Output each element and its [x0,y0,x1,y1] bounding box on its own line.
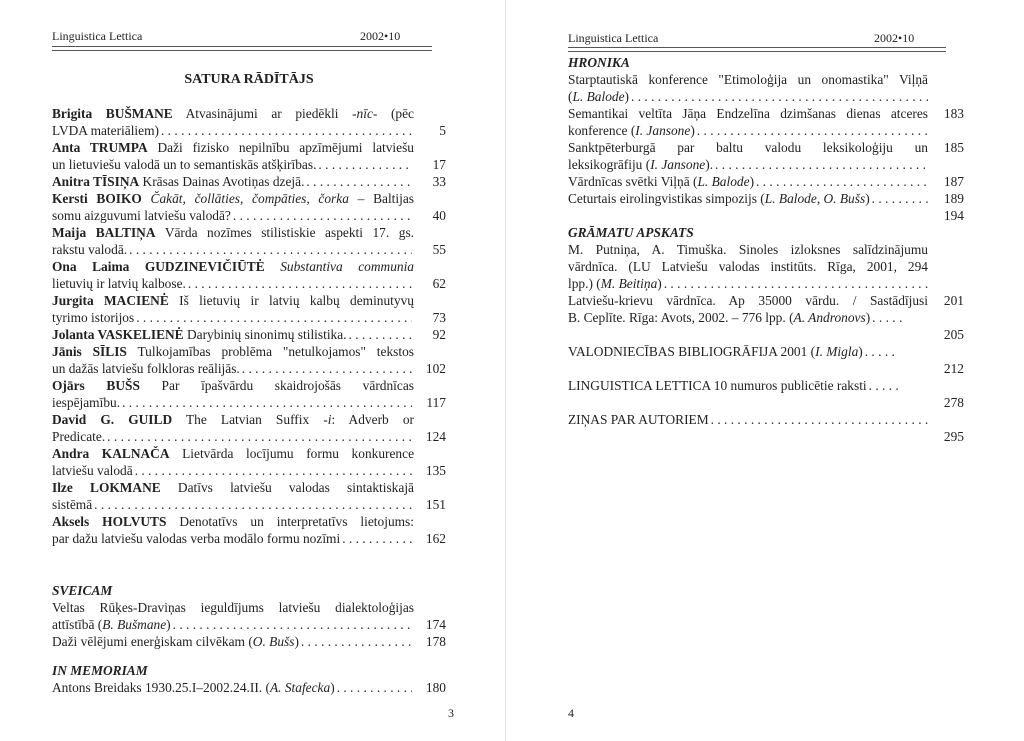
page-ref: 162 [425,531,446,546]
toc-line[interactable] [568,173,964,190]
dot-leader [316,156,412,173]
entry-line-text [568,122,695,139]
page-ref: 189 [943,191,964,206]
entry-text [142,191,151,206]
entry-text: sistēmā [52,497,93,512]
entry-line [52,173,446,190]
italic-text: A. Andronovs [793,310,866,325]
entry-line-text [568,258,928,275]
entry-line-text [568,377,867,394]
entry-text: Antons Breidaks 1930.25.I–2002.24.II. ( [52,680,270,695]
entry-line-text [568,156,713,173]
italic-text: I. Migla [815,344,859,359]
entry-text: iespējamību. [52,395,121,410]
toc-line[interactable] [568,360,964,377]
header-rule [568,47,946,52]
page-ref: 187 [943,174,964,189]
italic-text: B. Bušmane [102,617,167,632]
toc-line[interactable] [568,309,964,326]
dot-leader [867,377,901,394]
dot-leader [662,275,928,292]
page-title: SATURA RĀDĪTĀJS [184,72,314,87]
entry-line [52,122,446,139]
entry-line [52,599,446,616]
entry-line [52,275,446,292]
entry-text: Lietvārda locījumu formu konkurence [169,446,414,461]
italic-text: L. Balode, O. Bušs [764,191,866,206]
entry-line [52,394,446,411]
entry-line-text [52,343,414,360]
entry-text: Predicate. [52,429,106,444]
page-left [0,0,506,741]
entry-line [52,633,446,650]
entry-line-text [568,173,754,190]
toc-line[interactable] [568,88,964,105]
toc-entry[interactable] [52,411,446,445]
toc-continued [568,54,964,445]
toc-entry[interactable] [52,513,446,547]
entry-text: ) [330,680,335,695]
entry-line-text [52,679,335,696]
toc-line[interactable] [568,258,964,275]
entry-line-text [52,377,414,394]
toc-line[interactable] [568,292,964,309]
dot-leader [105,428,412,445]
entry-text: Latviešu-krievu vārdnīca. Ap 35000 vārdu. / Sastādījusi [568,293,928,308]
entry-text: ) [690,123,695,138]
entry-line-text [52,479,414,496]
section-heading: SVEICAM [52,583,113,598]
toc-line[interactable] [568,241,964,258]
entry-line-text [52,599,414,616]
entry-text: Veltas Rūķes-Draviņas ieguldījums latviešu dialektoloģijas [52,600,414,615]
entry-line-text [52,173,304,190]
page-ref: 40 [432,208,446,223]
italic-text: L. Balode [572,89,625,104]
entry-text: LVDA materiāliem) [52,123,159,138]
running-header-issue: 2002•10 [360,29,401,43]
entry-line [52,445,446,462]
entry-line [52,377,446,394]
entry-line [52,360,446,377]
dot-leader [92,496,412,513]
page-ref: 185 [943,140,964,155]
entry-line-text [52,326,347,343]
entry-text: ) [865,310,871,325]
header-rule [52,46,432,51]
entry-line-text [568,139,928,156]
dot-leader [709,411,928,428]
section-heading: HRONIKA [568,55,630,70]
running-header-issue: 2002•10 [874,31,915,45]
toc-entry[interactable] [52,343,446,377]
entry-line-text [52,241,127,258]
italic-text: I. Jansone [635,123,691,138]
entry-text: Daži fizisko nepilnību apzīmējumi latviešu [147,140,414,155]
toc-entry[interactable] [52,599,446,633]
toc-line[interactable] [568,207,964,224]
page-ref: 33 [432,174,446,189]
dot-leader [713,156,928,173]
entry-text: LINGUISTICA LETTICA 10 numuros publicētie raksti [568,378,867,393]
page-ref: 212 [943,361,964,376]
italic-text: I. Jansone [650,157,706,172]
dot-leader [133,462,412,479]
page-ref: 205 [943,327,964,342]
entry-line-text [52,275,186,292]
entry-text: Sanktpēterburgā par baltu valodu leksikoloģiju un [568,140,928,155]
entry-text: ) [858,344,863,359]
dot-leader [304,173,412,190]
entry-text: Atvasinājumi ar piedēkli [172,106,353,121]
entry-text: : Adverb or [331,412,414,427]
entry-line-text [52,530,340,547]
toc-line[interactable] [568,377,964,394]
author-name: Kersti BOIKO [52,191,142,206]
entry-line-text [568,71,928,88]
entry-line-text [52,207,231,224]
entry-text: ZIŅAS PAR AUTORIEM [568,412,709,427]
toc-line[interactable] [568,326,964,343]
toc-line[interactable] [568,394,964,411]
entry-text: Par īpašvārdu skaidrojošās vārdnīcas [139,378,414,393]
toc-line[interactable] [568,411,964,428]
page-ref: 62 [432,276,446,291]
dot-leader [159,122,412,139]
entry-line-text [52,292,414,309]
running-header-journal: Linguistica Lettica [568,31,659,45]
entry-line [52,513,446,530]
entry-text: un lietuviešu valodā un to semantiskās atšķirības. [52,157,317,172]
toc-line[interactable] [568,122,964,139]
entry-line [52,190,446,207]
toc-entry[interactable] [52,139,446,173]
author-name: Jānis SĪLIS [52,344,127,359]
entry-text: Starptautiskā konference "Etimoloģija un onomastika" Viļņā [568,72,928,87]
entry-text: Semantikai veltīta Jāņa Endzelīna dzimšanas dienas atceres [568,106,928,121]
italic-text: Substantiva communia [280,259,414,274]
entry-line [52,224,446,241]
toc-entry[interactable] [52,679,446,696]
entry-text: par dažu latviešu valodas verba modālo formu nozīmi [52,531,341,546]
entry-text: vārdnīca. (LU Latviešu valodas institūts. Rīga, 2001, 294 [568,259,928,274]
entry-line-text [568,275,662,292]
entry-line [52,326,446,343]
italic-text: M. Beitiņa [600,276,658,291]
page-ref: 5 [439,123,446,138]
entry-line-text [52,309,134,326]
entry-text: rakstu valodā. [52,242,128,257]
toc-entry[interactable] [52,445,446,479]
page-ref: 124 [425,429,446,444]
entry-text: Daži vēlējumi enerģiskam cilvēkam ( [52,634,253,649]
entry-text [265,259,281,274]
dot-leader [340,530,412,547]
entry-text: B. Ceplīte. Rīga: Avots, 2002. – 776 lpp. ( [568,310,794,325]
page-ref: 178 [425,634,446,649]
toc-entry[interactable] [52,105,446,139]
entry-line [52,428,446,445]
toc-entry[interactable] [52,479,446,513]
italic-text: L. Balode [697,174,750,189]
dot-leader [186,275,412,292]
entry-line [52,411,446,428]
entry-line-text [52,633,299,650]
page-right [506,0,1024,741]
entry-line-text [52,445,414,462]
toc-line[interactable] [568,190,964,207]
toc-main [52,105,446,547]
entry-line [52,462,446,479]
entry-text: konference ( [568,123,636,138]
entry-line [52,207,446,224]
page-ref: 194 [943,208,964,223]
entry-text: ). [705,157,714,172]
page-ref: 174 [425,617,446,632]
entry-text: attīstībā ( [52,617,103,632]
entry-text: Tulkojamības problēma "netulkojamos" tekstos [126,344,414,359]
dot-leader [870,190,928,207]
entry-text: Denotatīvs un interpretatīvs lietojums: [166,514,414,529]
entry-line [52,139,446,156]
entry-text: M. Putniņa, A. Timuška. Sinoles izloksnes salīdzinājumu [568,242,928,257]
page-number: 4 [568,706,574,720]
page-ref: 117 [426,395,446,410]
toc-line[interactable] [568,71,964,88]
toc-entry[interactable] [52,258,446,292]
entry-line-text [52,224,414,241]
toc-entry[interactable] [52,190,446,224]
page-ref: 295 [943,429,964,444]
page-ref: 201 [943,293,964,308]
author-name: Aksels HOLVUTS [52,514,167,529]
entry-text: ) [166,617,171,632]
entry-line-text [52,156,316,173]
toc-entry[interactable] [52,377,446,411]
entry-line [52,479,446,496]
dot-leader [299,633,412,650]
dot-leader [863,343,897,360]
entry-text: ) [294,634,299,649]
page-ref: 183 [943,106,964,121]
italic-text: O. Bušs [252,634,295,649]
entry-line-text [52,360,240,377]
entry-line-text [568,88,629,105]
entry-line-text [52,462,133,479]
entry-text: VALODNIECĪBAS BIBLIOGRĀFIJA 2001 ( [568,344,816,359]
entry-line-text [52,190,414,207]
entry-line-text [52,616,171,633]
dot-leader [171,616,412,633]
section-spacer [52,650,446,662]
toc-entry[interactable] [52,173,446,190]
entry-line-text [568,411,709,428]
author-name: Jolanta VASKELIENĖ [52,327,184,342]
italic-text: Čakāt, čollāties, čompāties, čorka [150,191,349,206]
entry-line-text [52,513,414,530]
entry-line-text [568,309,870,326]
author-name: Maija BALTIŅA [52,225,156,240]
entry-line [52,309,446,326]
author-name: David G. GUILD [52,412,173,427]
entry-line-text [568,190,870,207]
italic-text: A. Stafecka [269,680,331,695]
entry-line-text [568,343,863,360]
entry-text: Datīvs latviešu valodas sintaktiskajā [160,480,414,495]
entry-line-text [52,411,414,428]
dot-leader [240,360,412,377]
dot-leader [231,207,412,224]
toc-sections [52,582,446,696]
entry-line-text [568,105,928,122]
entry-line [52,679,446,696]
section-heading: IN MEMORIAM [52,663,148,678]
entry-line [52,241,446,258]
entry-text: ( [568,89,573,104]
entry-text: Vārda nozīmes stilistiskie aspekti 17. gs. [155,225,414,240]
entry-text: – Baltijas [348,191,414,206]
author-name: Ojārs BUŠS [52,378,140,393]
entry-line-text [52,258,414,275]
author-name: Ilze LOKMANE [52,480,161,495]
toc-entry[interactable] [52,224,446,258]
entry-line-text [52,122,159,139]
dot-leader [120,394,412,411]
entry-line [52,616,446,633]
dot-leader [629,88,928,105]
entry-line [52,258,446,275]
author-name: Anta TRUMPA [52,140,148,155]
entry-text: ) [657,276,662,291]
entry-line [52,530,446,547]
entry-text: (pēc [377,106,414,121]
entry-line-text [52,496,92,513]
entry-line-text [52,105,414,122]
toc-line[interactable] [568,428,964,445]
entry-text: somu aizguvumi latviešu valodā? [52,208,231,223]
dot-leader [134,309,412,326]
italic-text: -i [323,412,332,427]
dot-leader [335,679,412,696]
entry-text: Ceturtais eirolingvistikas simpozijs ( [568,191,765,206]
entry-text: leksikogrāfiju ( [568,157,651,172]
entry-text: Iš lietuvių ir latvių kalbų deminutyvų [168,293,414,308]
toc-line[interactable] [568,156,964,173]
entry-text: Vārdnīcas svētki Viļņā ( [568,174,698,189]
page-ref: 151 [425,497,446,512]
dot-leader [754,173,928,190]
entry-line [52,496,446,513]
author-name: Anitra TĪSIŅA [52,174,140,189]
entry-line-text [52,139,414,156]
section-heading: GRĀMATU APSKATS [568,225,694,240]
entry-text: ) [624,89,630,104]
entry-line [52,156,446,173]
running-header-journal: Linguistica Lettica [52,29,143,43]
dot-leader [870,309,904,326]
toc-entry[interactable] [52,633,446,650]
entry-text: Krāsas Dainas Avotiņas dzejā. [139,174,305,189]
italic-text: -nīc- [352,106,378,121]
toc-line[interactable] [568,105,964,122]
author-name: Andra KALNAČA [52,446,170,461]
entry-line [52,292,446,309]
entry-text: un dažās latviešu folkloras reālijās. [52,361,240,376]
entry-line-text [568,241,928,258]
page-ref: 135 [425,463,446,478]
author-name: Jurgita MACIENĖ [52,293,169,308]
toc-entry[interactable] [52,292,446,326]
entry-text: lpp.) ( [568,276,601,291]
dot-leader [127,241,412,258]
page-ref: 73 [432,310,446,325]
dot-leader [347,326,412,343]
author-name: Ona Laima GUDZINEVIČIŪTĖ [52,259,265,274]
toc-line[interactable] [568,343,964,360]
dot-leader [695,122,928,139]
entry-text: ) [749,174,755,189]
page-ref: 92 [432,327,446,342]
page-ref: 17 [432,157,446,172]
entry-text: lietuvių ir latvių kalbose. [52,276,186,291]
page-ref: 102 [425,361,446,376]
entry-line [52,105,446,122]
page-ref: 180 [425,680,446,695]
entry-line-text [52,428,105,445]
entry-line-text [568,292,928,309]
page-ref: 55 [432,242,446,257]
entry-text: ) [865,191,870,206]
toc-line[interactable] [568,139,964,156]
page-ref: 278 [943,395,964,410]
entry-text: Darybinių sinonimų stilistika. [183,327,347,342]
page-number: 3 [448,706,454,720]
toc-line[interactable] [568,275,964,292]
toc-entry[interactable] [52,326,446,343]
entry-line [52,343,446,360]
entry-text: latviešu valodā [52,463,133,478]
author-name: Brigita BUŠMANE [52,106,173,121]
entry-text: tyrimo istorijos [52,310,135,325]
entry-line-text [52,394,120,411]
entry-text: The Latvian Suffix [172,412,324,427]
